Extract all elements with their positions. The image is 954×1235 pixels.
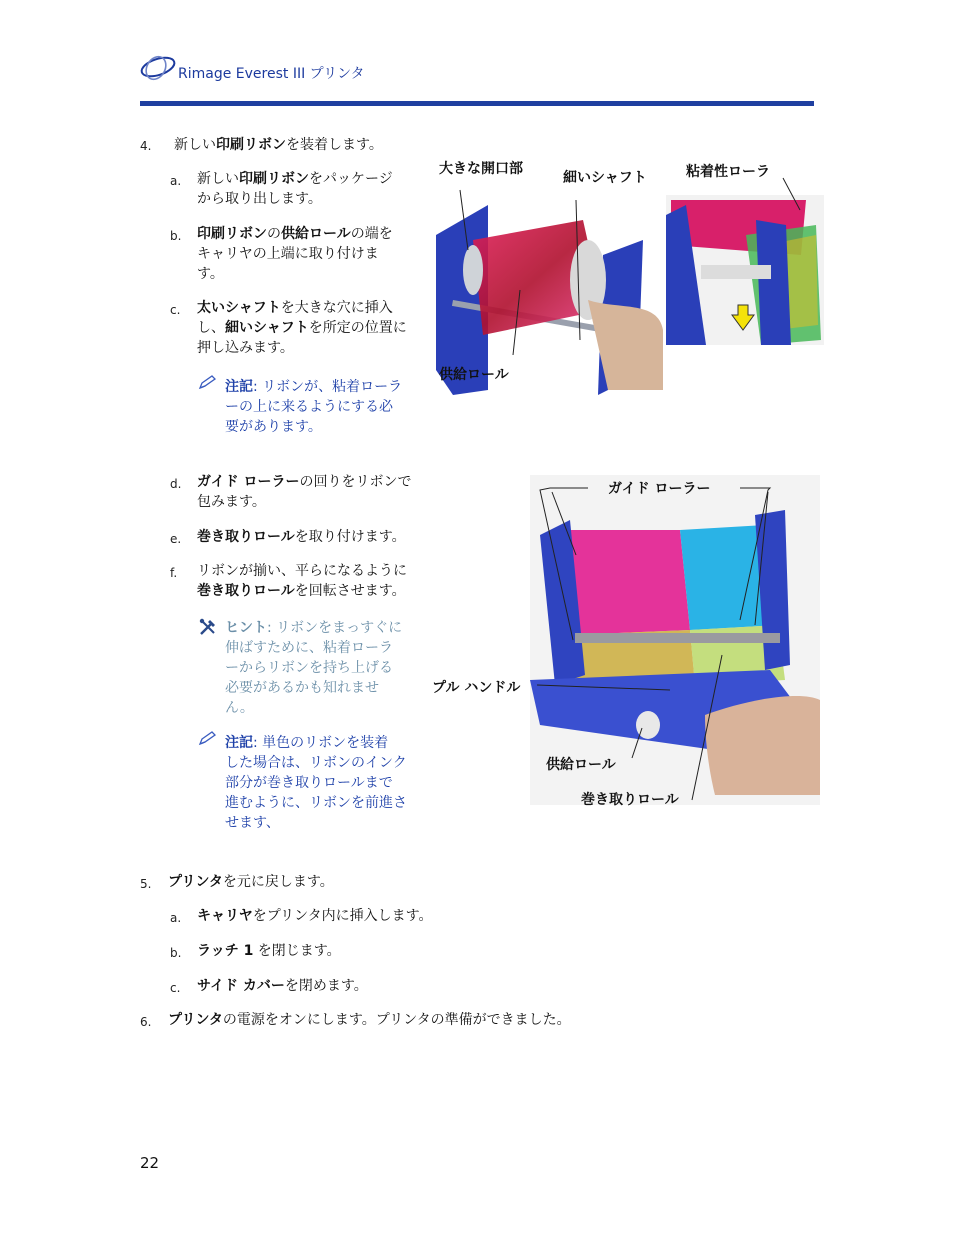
substep-letter: d.	[170, 477, 182, 491]
label-takeup-roll: 巻き取りロール	[581, 792, 679, 808]
tools-hint-icon	[198, 618, 218, 636]
step-4-text: 新しい印刷リボンを装着します。	[174, 137, 383, 153]
label-supply-roll: 供給ロール	[439, 367, 509, 383]
step-4e-text: 巻き取りロールを取り付けます。	[197, 529, 406, 545]
substep-letter: f.	[170, 566, 178, 580]
figure-1-leader-lines	[428, 150, 828, 400]
page-number: 22	[140, 1154, 160, 1172]
figure-2-leader-lines	[430, 470, 820, 815]
step-4a-text: 新しい印刷リボンをパッケージ から取り出します。	[197, 171, 393, 207]
rimage-logo-icon	[138, 52, 178, 82]
step-number: 6.	[140, 1015, 152, 1029]
figure-ribbon-install	[428, 150, 828, 400]
step-4b-text: 印刷リボンの供給ロールの端を キャリヤの上端に取り付けま す。	[197, 226, 393, 282]
substep-letter: b.	[170, 229, 182, 243]
substep-letter: b.	[170, 946, 182, 960]
header-rule	[140, 101, 814, 106]
step-6-text: プリンタの電源をオンにします。プリンタの準備ができました。	[168, 1012, 571, 1028]
step-4d-text: ガイド ローラーの回りをリボンで 包みます。	[197, 474, 412, 510]
label-pull-handle: プル ハンドル	[432, 680, 521, 696]
substep-letter: a.	[170, 174, 182, 188]
header-title: Rimage Everest III プリンタ	[178, 66, 365, 82]
step-5a-text: キャリヤをプリンタ内に挿入します。	[197, 908, 433, 924]
note-2: 注記: 単色のリボンを装着 した場合は、リボンのインク 部分が巻き取りロールまで 進むように、リボンを前進さ せます、	[225, 735, 407, 831]
step-4c-text: 太いシャフトを大きな穴に挿入 し、細いシャフトを所定の位置に 押し込みます。	[197, 300, 407, 356]
pencil-note-icon	[198, 730, 218, 746]
step-number: 4.	[140, 139, 152, 153]
step-number: 5.	[140, 877, 152, 891]
hint-1: ヒント: リボンをまっすぐに 伸ばすために、粘着ローラ ーからリボンを持ち上げる 必要があるかも知れませ ん。	[225, 620, 403, 716]
label-adhesive-roller: 粘着性ローラ	[686, 164, 770, 180]
pencil-note-icon	[198, 374, 218, 390]
label-supply-roll-2: 供給ロール	[546, 757, 616, 773]
step-4f-text: リボンが揃い、平らになるように 巻き取りロールを回転させます。	[197, 563, 407, 599]
substep-letter: c.	[170, 303, 181, 317]
label-thin-shaft: 細いシャフト	[563, 170, 647, 186]
substep-letter: a.	[170, 911, 182, 925]
substep-letter: c.	[170, 981, 181, 995]
figure-guide-roller	[430, 470, 820, 815]
note-1: 注記: リボンが、粘着ローラ ーの上に来るようにする必 要があります。	[225, 379, 403, 435]
label-large-opening: 大きな開口部	[439, 161, 523, 177]
step-5b-text: ラッチ 1 を閉じます。	[197, 943, 341, 959]
step-5-text: プリンタを元に戻します。	[168, 874, 334, 890]
label-guide-roller: ガイド ローラー	[608, 481, 711, 497]
substep-letter: e.	[170, 532, 182, 546]
step-5c-text: サイド カバーを閉めます。	[197, 978, 368, 994]
